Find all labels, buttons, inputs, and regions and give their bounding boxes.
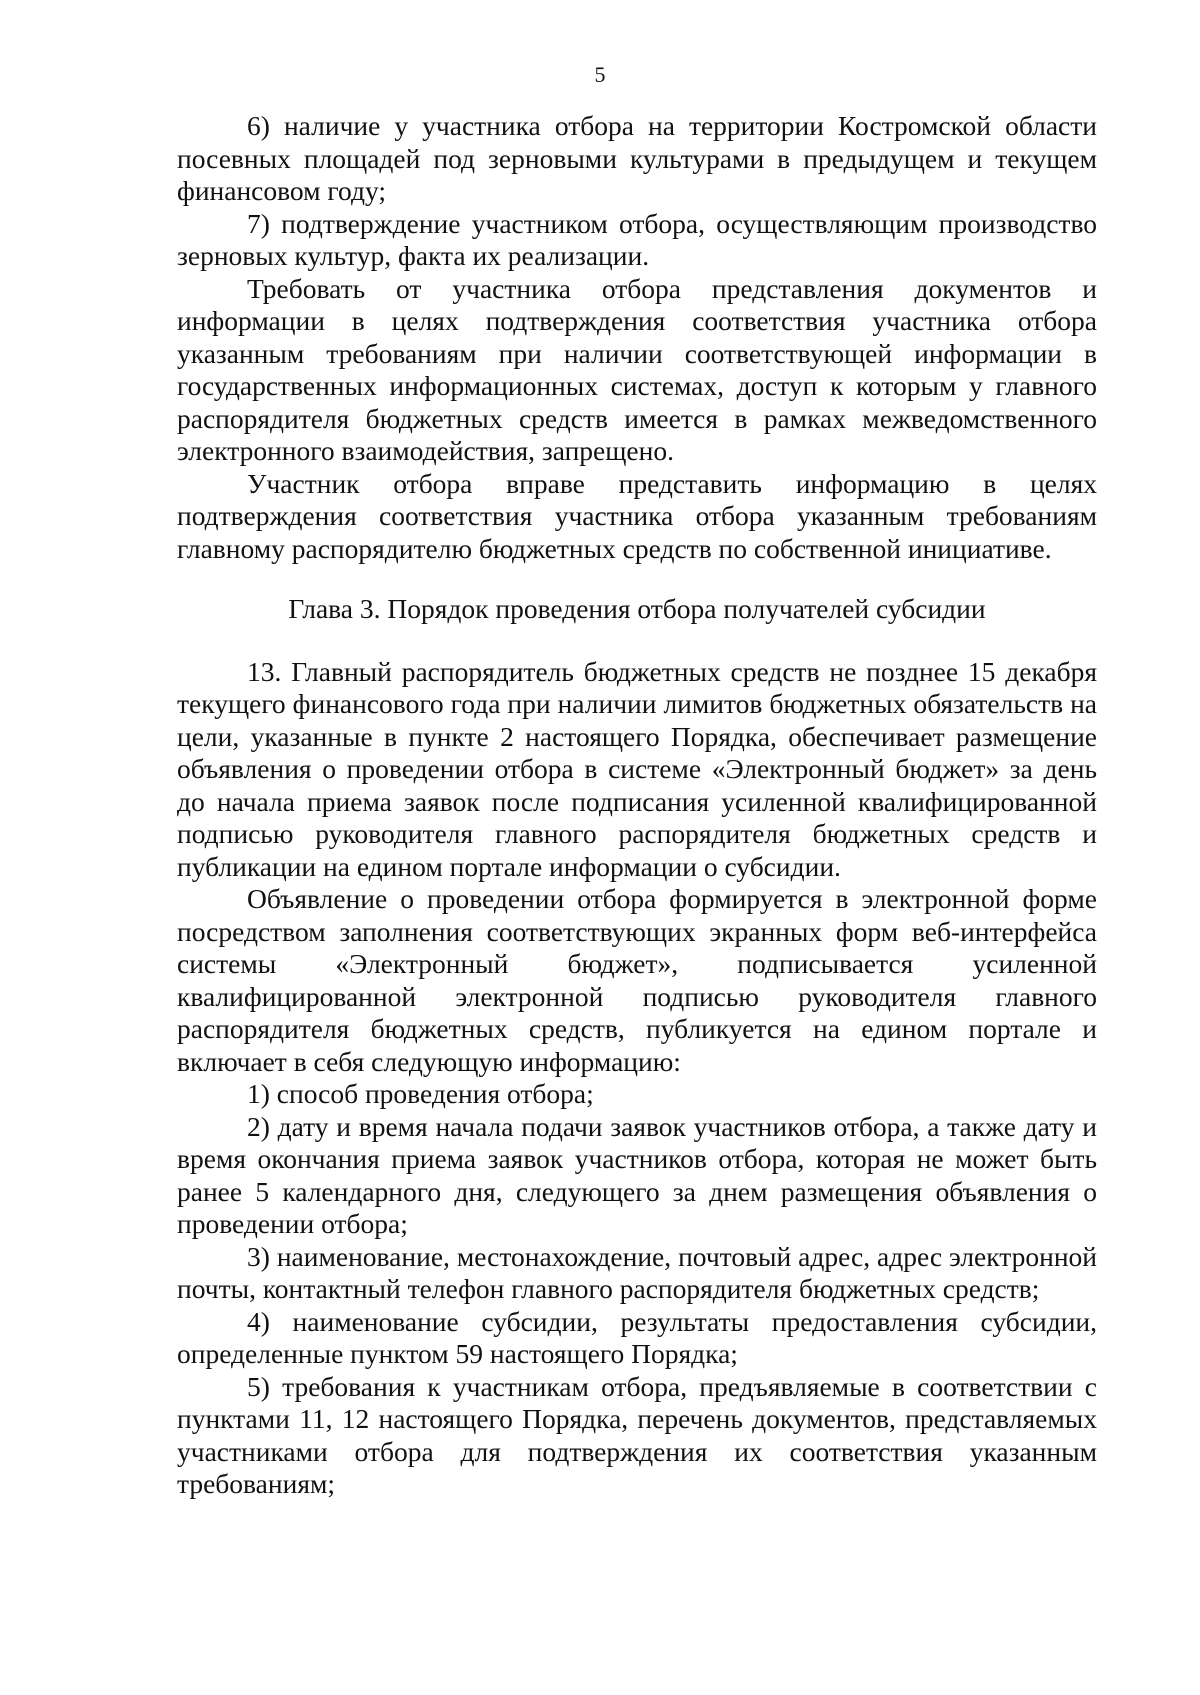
paragraph-item-6: 6) наличие у участника отбора на территории Костромской области посевных площадей под зерновыми культурами в предыдущем и текущем финансовом году; (177, 110, 1097, 206)
page-number: 5 (594, 62, 606, 87)
chapter-heading: Глава 3. Порядок проведения отбора получателей субсидии (288, 593, 986, 624)
document-body (177, 110, 1097, 1501)
paragraph-announcement: Объявление о проведении отбора формируется в электронной форме посредством заполнения соответствующих экранных форм веб-интерфейса системы «Электронный бюджет», подписывается усиленной квалифицированной электронной подписью руководителя главного распорядителя бюджетных средств, публикуется на едином портале и включает в себя следующую информацию: (177, 883, 1097, 1077)
paragraph-prohibition: Требовать от участника отбора представления документов и информации в целях подтверждения соответствия участника отбора указанным требованиям при наличии соответствующей информации в государственных информационных системах, доступ к которым у главного распорядителя бюджетных средств имеется в рамках межведомственного электронного взаимодействия, запрещено. (177, 272, 1097, 466)
list-item-5: 5) требования к участникам отбора, предъявляемые в соответствии с пунктами 11, 12 настоящего Порядка, перечень документов, представляемых участниками отбора для подтверждения их соответствия указанным требованиям; (177, 1370, 1097, 1499)
paragraph-item-7: 7) подтверждение участником отбора, осуществляющим производство зерновых культур, факта их реализации. (177, 207, 1097, 271)
paragraph-13: 13. Главный распорядитель бюджетных средств не позднее 15 декабря текущего финансового года при наличии лимитов бюджетных обязательств на цели, указанные в пункте 2 настоящего Порядка, обеспечивает размещение объявления о проведении отбора в системе «Электронный бюджет» за день до начала приема заявок после подписания усиленной квалифицированной подписью руководителя главного распорядителя бюджетных средств и публикации на едином портале информации о субсидии. (177, 655, 1097, 882)
list-item-1: 1) способ проведения отбора; (247, 1078, 594, 1109)
list-item-4: 4) наименование субсидии, результаты предоставления субсидии, определенные пунктом 59 настоящего Порядка; (177, 1305, 1097, 1369)
paragraph-own-initiative: Участник отбора вправе представить информацию в целях подтверждения соответствия участника отбора указанным требованиям главному распорядителю бюджетных средств по собственной инициативе. (177, 467, 1097, 564)
list-item-2: 2) дату и время начала подачи заявок участников отбора, а также дату и время окончания приема заявок участников отбора, которая не может быть ранее 5 календарного дня, следующего за днем размещения объявления о проведении отбора; (177, 1110, 1097, 1239)
list-item-3: 3) наименование, местонахождение, почтовый адрес, адрес электронной почты, контактный телефон главного распорядителя бюджетных средств; (177, 1240, 1097, 1304)
